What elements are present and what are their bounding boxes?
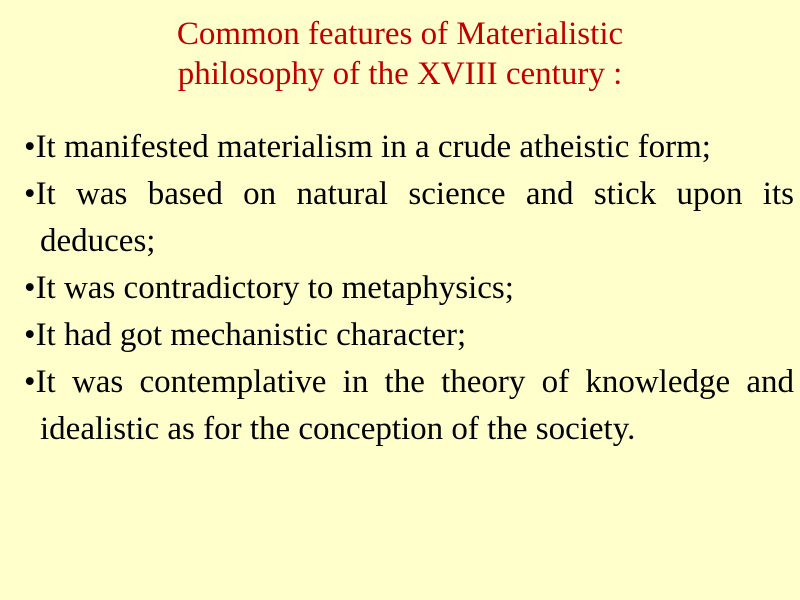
slide-title (0, 14, 800, 94)
bullet-marker: • (24, 270, 36, 306)
bullet-text: It was contemplative in the theory of knowledge and idealistic as for the conception of the society. (35, 364, 794, 447)
bullet-marker: • (24, 129, 36, 165)
bullet-list (24, 124, 794, 453)
bullet-text: It was contradictory to metaphysics; (35, 270, 514, 306)
bullet-text: It had got mechanistic character; (35, 317, 467, 353)
bullet-marker: • (24, 317, 36, 353)
bullet-item-1 (24, 124, 794, 171)
bullet-marker: • (24, 364, 36, 400)
bullet-text: It manifested materialism in a crude atheistic form; (35, 129, 711, 165)
bullet-marker: • (24, 176, 36, 212)
bullet-item-3 (24, 265, 794, 312)
bullet-item-2 (24, 171, 794, 265)
bullet-item-5 (24, 359, 794, 453)
bullet-item-4 (24, 312, 794, 359)
title-line-1: Common features of Materialistic (176, 16, 624, 52)
title-line-2: philosophy of the XVIII century : (177, 56, 623, 92)
bullet-text: It was based on natural science and stick upon its deduces; (35, 176, 794, 259)
